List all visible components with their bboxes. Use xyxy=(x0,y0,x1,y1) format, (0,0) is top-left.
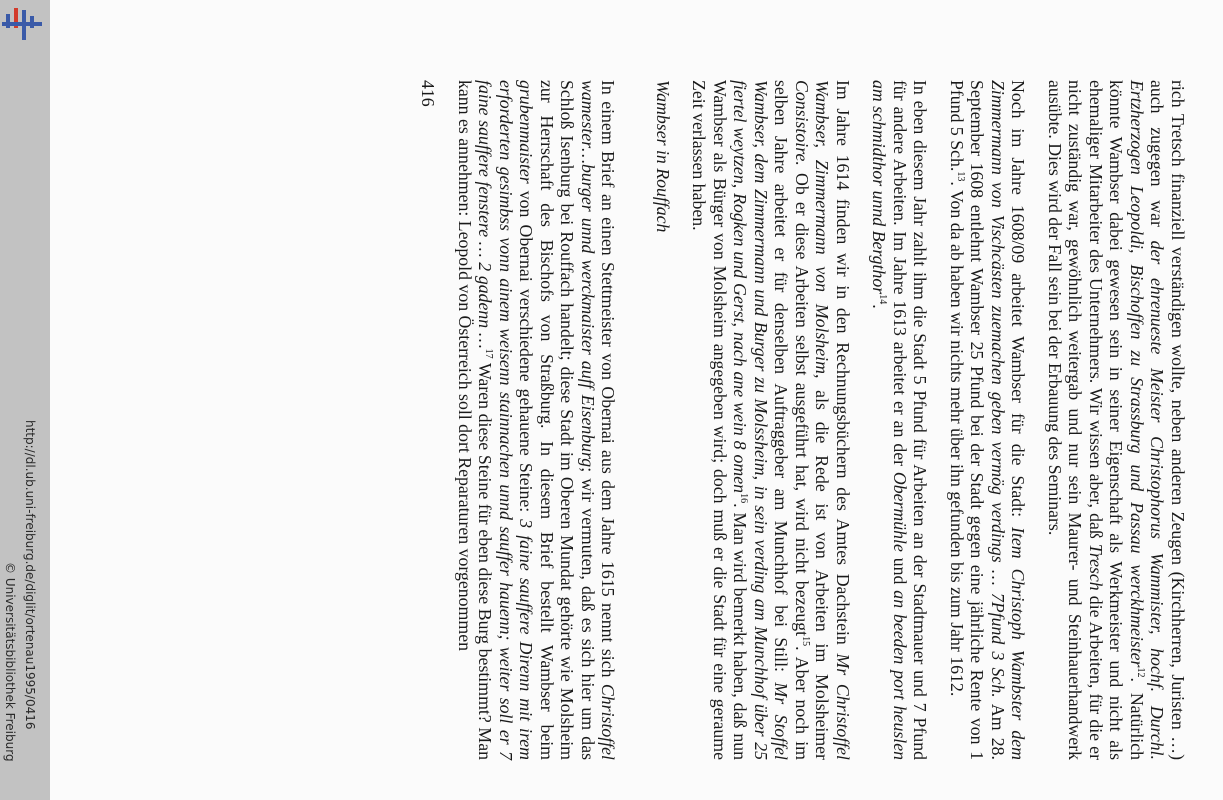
body-text-block-2 xyxy=(455,80,619,760)
body-text-block-1 xyxy=(689,80,1188,760)
section-heading: Wambser in Rouffach xyxy=(653,80,673,233)
text-run: rich Tretsch finanziell verständigen wollte, neben anderen Zeugen (Kirchherren, Juristen …) auch zugegen war xyxy=(1147,80,1188,760)
text-run: . Man wird bemerkt haben, daß nun Wambser als Bürger von Molsheim angegeben wird; doch muß er die Stadt für eine geraume Zeit verlassen haben. xyxy=(689,80,751,760)
text-run: Tresch xyxy=(1086,543,1106,591)
text-run: . Natürlich könnte Wambser dabei gewesen sein in seiner Eigenschaft als Werkmeister und nicht als ehemaliger Mitarbeiter des Unternehmers. Wir wissen aber, daß xyxy=(1086,80,1147,760)
text-run: Noch im Jahre 1608/09 arbeitet Wambser für die Stadt: xyxy=(1008,80,1029,528)
text-run: In einem Brief an einen Stettmeister von Obernai aus dem Jahre 1615 nennt sich xyxy=(598,80,619,684)
source-url[interactable]: http://dl.ub.uni-freiburg.de/diglit/ortenau1995/0416 xyxy=(23,420,37,730)
copyright-notice: © Universitätsbibliothek Freiburg xyxy=(3,562,17,762)
page-number: 416 xyxy=(418,80,439,107)
text-run: die Arbeiten, für die er nicht zuständig war, gewöhnlich weitergab und nur sein Maurer- und Steinhauerhandwerk ausübte. Dies wird der Fall sein bei der Erbauung des Seminars. xyxy=(1045,80,1106,760)
text-run: Ob er diese Arbeiten selbst ausgeführt hat, wird nicht bezeugt xyxy=(792,165,812,637)
page-content-rotated xyxy=(128,80,1188,760)
scanned-page xyxy=(50,0,1223,800)
text-run: . Von da ab haben wir nichts mehr über ihn gefunden bis zum Jahr 1612. xyxy=(947,181,967,697)
text-run: . xyxy=(869,304,890,309)
paragraph xyxy=(455,80,619,760)
text-run: Item Christoph Wambster dem Zimmermann von Vischcästen zuemachen geben vermög verdings … 7Pfund 3 Sch. xyxy=(988,80,1029,760)
text-run: und xyxy=(890,551,910,591)
text-run: . Aber noch im selben Jahre arbeitet er für denselben Auftraggeber am Munchhof bei Still: xyxy=(771,80,812,760)
text-run: als die Rede ist von Arbeiten im Molsheimer xyxy=(812,378,833,760)
text-run: an beeden port heuslen am schmidthor unnd Bergthor xyxy=(869,80,910,760)
university-library-logo-icon xyxy=(2,8,42,48)
paragraph xyxy=(869,80,931,760)
text-run: ; wir vermuten, daß es sich hier um das Schloß Isenburg bei Rouffach handelt; diese Stadt im Oberen Mundat gehörte wie Molsheim zur Herrschaft des Bischofs von Straßburg. In diesem Brief bestellt Wambser beim xyxy=(537,80,598,761)
footnote-ref: 14 xyxy=(877,294,889,305)
text-run: Am 28. September 1608 entlehnt Wambser 25 Pfund bei der Stadt gegen eine jährliche Rente von 1 Pfund 5 Sch. xyxy=(947,80,1008,760)
paragraph xyxy=(1045,80,1189,760)
footnote-ref: 12 xyxy=(1134,667,1146,678)
text-run: Obermühle xyxy=(890,471,910,552)
paragraph xyxy=(947,80,1029,760)
text-run: Mr Christoffel Wambser, Zimmermann von Molsheim, xyxy=(812,80,853,760)
text-run: Christoffel wamester…burger unnd werckmaister auff Eisenburg xyxy=(578,80,619,760)
footnote-ref: 17 xyxy=(483,348,495,359)
footnote-ref: 16 xyxy=(738,493,750,504)
paragraph xyxy=(689,80,853,760)
text-run: der ehrenueste Meister Christophorus Wammister, hochf. Durchl. Ertzherzogen Leopoldi, Bischoffen zu Strassburg und Passau werckhmeister xyxy=(1127,80,1168,760)
text-run: von Obernai verschiedene gehauene Steine: xyxy=(516,183,537,520)
text-run: In eben diesem Jahr zahlt ihm die Stadt 5 Pfund für Arbeiten an der Stadtmauer und 7 Pfund für andere Arbeiten. Im Jahre 1613 arbeitet er an der xyxy=(890,80,931,760)
viewer-sidebar xyxy=(0,0,50,800)
footnote-ref: 15 xyxy=(799,636,811,647)
footnote-ref: 13 xyxy=(954,171,966,182)
text-run: Waren diese Steine für eben diese Burg bestimmt? Man kann es annehmen: Leopold von Österreich soll dort Reparaturen vorgenommen xyxy=(455,80,496,760)
text-run: Consistoire. xyxy=(792,80,812,166)
text-run: Im Jahre 1614 finden wir in den Rechnungsbüchern des Amtes Dachstein xyxy=(833,80,853,654)
text-run: Mr Stoffel Wambser, dem Zimmermann und Burger zu Molssheim, in sein verding am Munchhof über 25 fiertel weytzen, Rogken und Gerst, nach ane wein 8 omen xyxy=(730,80,792,760)
text-run: 3 faine sauffere Direnn mit irem erforderten gesimbss vonn ainem weisenn stainnachen unnd sauffer hauenn; weiter soll er 7 faine sauffere fenstere … 2 gadenn … xyxy=(475,80,537,760)
text-run: grubenmaister xyxy=(516,80,537,184)
